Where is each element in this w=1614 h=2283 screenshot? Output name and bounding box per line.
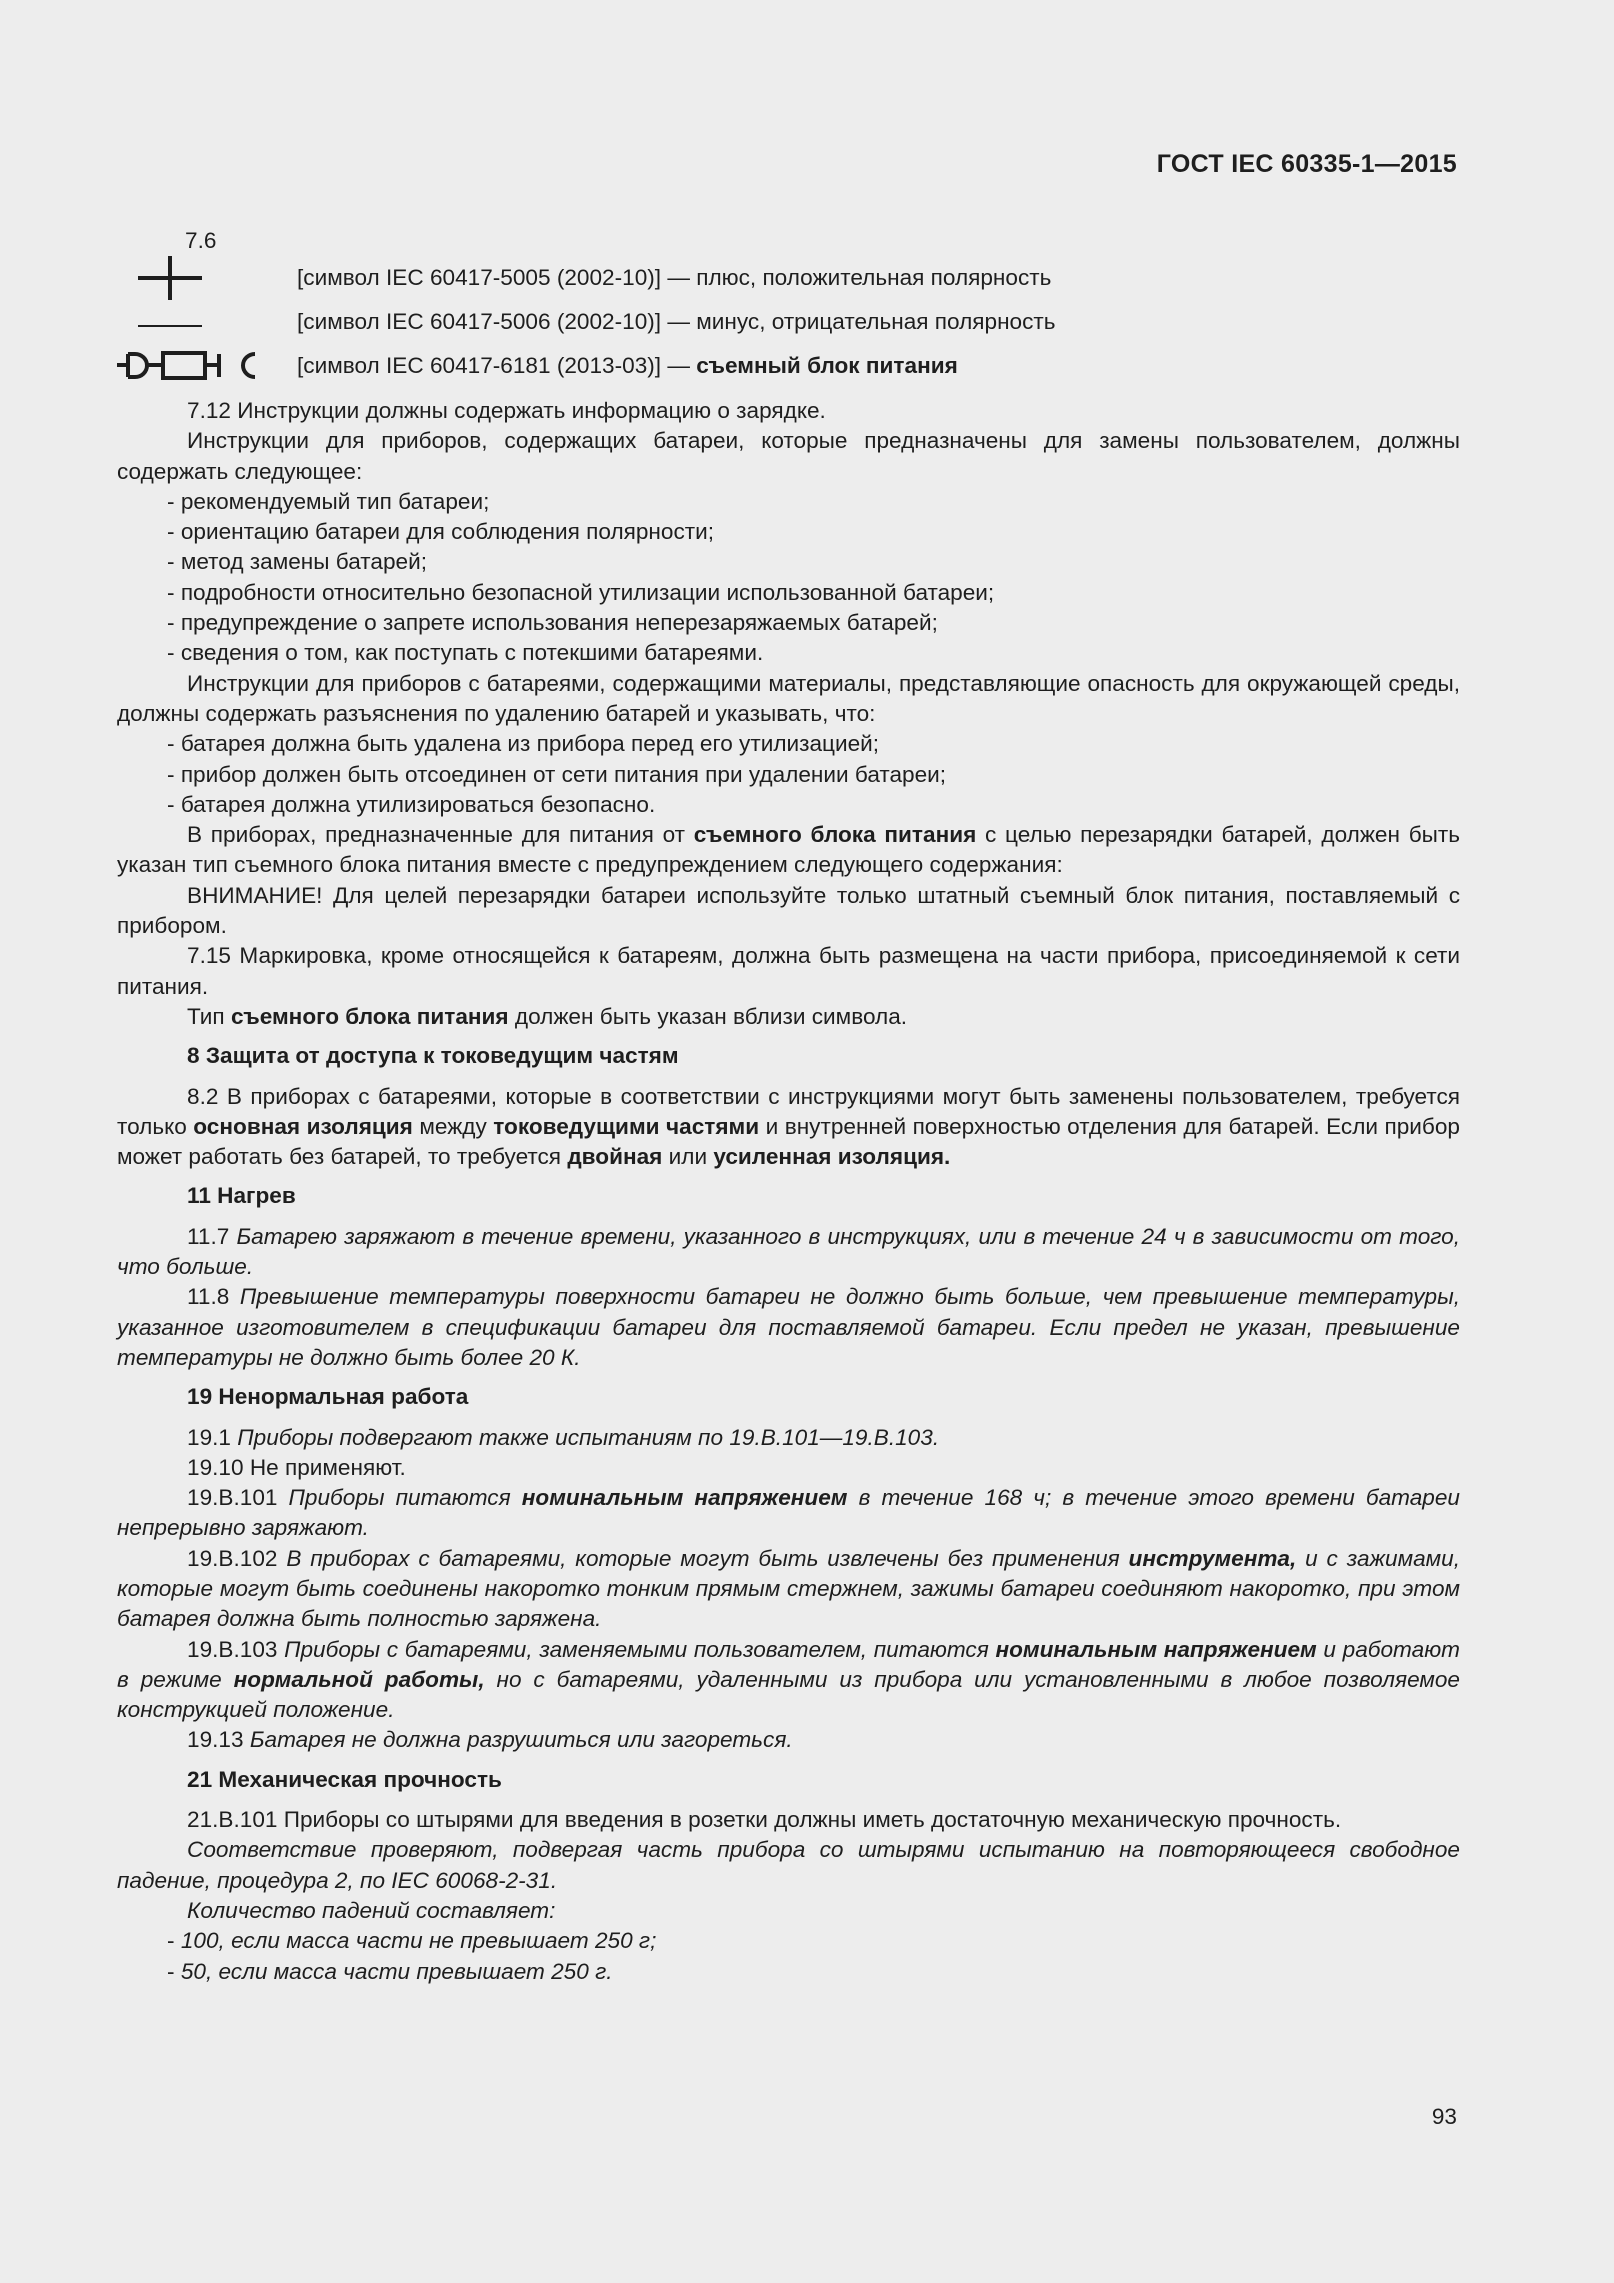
list-item: - прибор должен быть отсоединен от сети питания при удалении батареи; [167,761,947,787]
paragraph: В приборах, предназначенные для питания от съемного блока питания с целью перезарядки батарей, должен быть указан тип съемного блока питания вместе с предупреждением следующего содержания: [117,822,1460,878]
clause-19-1: 19.1 Приборы подвергают также испытаниям по 19.B.101—19.B.103. [187,1424,940,1450]
list-item: - рекомендуемый тип батареи; [167,488,490,514]
section-number: 7.6 [185,228,217,253]
list-item: - батарея должна быть удалена из прибора перед его утилизацией; [167,731,880,757]
document-header: ГОСТ IEC 60335-1—2015 [1156,150,1457,178]
list-item: - метод замены батарей; [167,549,427,575]
clause-8-2: 8.2 В приборах с батареями, которые в соответствии с инструкциями могут быть заменены пользователем, требуется только основная изоляция между токоведущими частями и внутренней поверхностью отделения для батарей. Если прибор может работать без батарей, то требуется двойная или усиленная изоляция. [117,1083,1460,1170]
page-content [117,226,1460,1987]
page-number: 93 [1431,2104,1457,2129]
section-heading-11: 11 Нагрев [187,1183,296,1209]
paragraph: Инструкции для приборов с батареями, содержащими материалы, представляющие опасность для окружающей среды, должны содержать разъяснения по удалению батарей и указывать, что: [117,670,1460,726]
paragraph: Количество падений составляет: [187,1897,556,1923]
clause-19-10: 19.10 Не применяют. [187,1454,406,1480]
symbol-description: [символ IEC 60417-5006 (2002-10)] — минус, отрицательная полярность [297,309,1056,334]
clause-21-b-101: 21.B.101 Приборы со штырями для введения в розетки должны иметь достаточную механическую прочность. [187,1807,1342,1833]
clause-19-b-101: 19.B.101 Приборы питаются номинальным напряжением в течение 168 ч; в течение этого времени батареи непрерывно заряжают. [117,1485,1460,1541]
list-item: - 50, если масса части превышает 250 г. [167,1958,613,1984]
list-item: - ориентацию батареи для соблюдения полярности; [167,519,715,545]
list-item: - подробности относительно безопасной утилизации использованной батареи; [167,579,995,605]
clause-11-7: 11.7 Батарею заряжают в течение времени, указанного в инструкциях, или в течение 24 ч в зависимости от того, что больше. [117,1223,1460,1280]
clause-19-13: 19.13 Батарея не должна разрушиться или загореться. [187,1727,793,1753]
symbol-row-plus [117,256,1460,300]
list-item: - 100, если масса части не превышает 250 г; [167,1928,657,1954]
symbol-description: [символ IEC 60417-5005 (2002-10)] — плюс, положительная полярность [297,265,1052,290]
plus-icon [117,256,257,300]
section-heading-21: 21 Механическая прочность [187,1766,502,1792]
symbol-row-minus [117,300,1460,344]
section-heading-8: 8 Защита от доступа к токоведущим частям [187,1043,679,1069]
clause-7-12: 7.12 Инструкции должны содержать информацию о зарядке. [187,398,826,423]
detachable-power-supply-icon [117,344,257,388]
list-item: - батарея должна утилизироваться безопасно. [167,791,656,817]
paragraph: Соответствие проверяют, подвергая часть прибора со штырями испытанию на повторяющееся свободное падение, процедура 2, по IEC 60068-2-31. [117,1837,1460,1893]
paragraph: Тип съемного блока питания должен быть указан вблизи символа. [187,1003,908,1029]
symbol-row-detachable-power-supply [117,344,1460,388]
clause-11-8: 11.8 Превышение температуры поверхности батареи не должно быть больше, чем превышение температуры, указанное изготовителем в спецификации батареи для поставляемой батареи. Если предел не указан, превышение температуры не должно быть более 20 К. [117,1284,1460,1370]
paragraph: Инструкции для приборов, содержащих батареи, которые предназначены для замены пользователем, должны содержать следующее: [117,428,1460,484]
clause-19-b-102: 19.B.102 В приборах с батареями, которые могут быть извлечены без применения инструмента, и с зажимами, которые могут быть соединены накоротко тонким прямым стержнем, зажимы батареи соединяют накоротко, при этом батарея должна быть полностью заряжена. [117,1545,1461,1632]
list-item: - предупреждение о запрете использования неперезаряжаемых батарей; [167,610,938,636]
list-item: - сведения о том, как поступать с потекшими батареями. [167,640,764,666]
clause-7-15: 7.15 Маркировка, кроме относящейся к батареям, должна быть размещена на части прибора, присоединяемой к сети питания. [117,943,1460,999]
symbol-description: [символ IEC 60417-6181 (2013-03)] — съемный блок питания [297,353,958,378]
clause-19-b-103: 19.B.103 Приборы с батареями, заменяемыми пользователем, питаются номинальным напряжением и работают в режиме нормальной работы, но с батареями, удаленными из прибора или установленными в любое позволяемое конструкцией положение. [117,1636,1461,1723]
warning-paragraph: ВНИМАНИЕ! Для целей перезарядки батареи используйте только штатный съемный блок питания, поставляемый с прибором. [117,882,1460,939]
minus-icon [117,300,257,344]
section-heading-19: 19 Ненормальная работа [187,1384,469,1410]
